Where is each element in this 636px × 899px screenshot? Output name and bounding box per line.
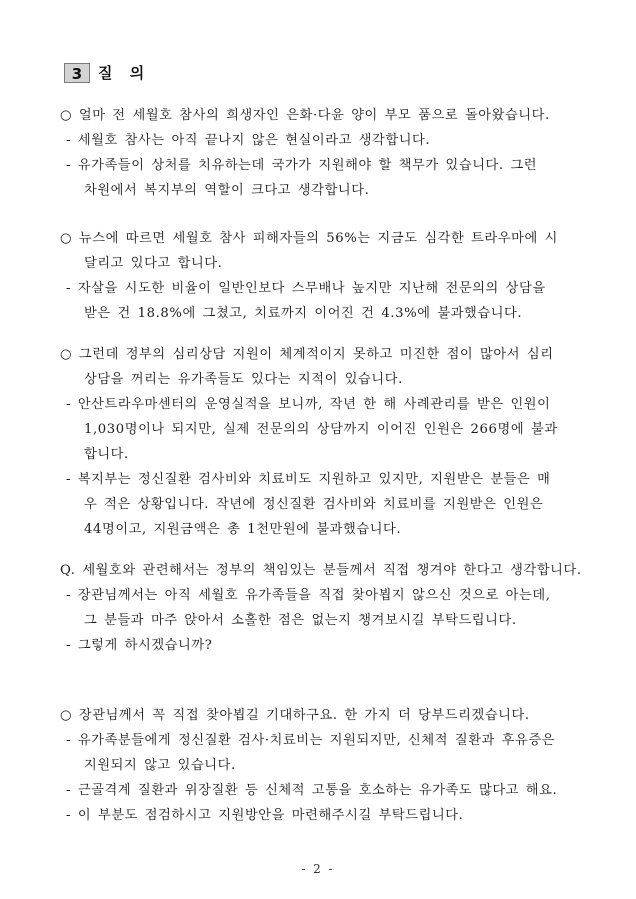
continuation-line: 1,030명이나 되지만, 실제 전문의의 상담까지 이어진 인원은 266명에 불과 — [84, 422, 558, 437]
dash-line: - 근골격계 질환과 위장질환 등 신체적 고통을 호소하는 유가족도 많다고 해요. — [66, 783, 558, 798]
continuation-line: 그 분들과 마주 앉아서 소홀한 점은 없는지 챙겨보시길 부탁드립니다. — [84, 613, 517, 628]
continuation-line: 상담을 꺼리는 유가족들도 있다는 지적이 있습니다. — [84, 372, 403, 387]
dash-line: - 복지부는 정신질환 검사비와 치료비도 지원하고 있지만, 지원받은 분들은 매 — [66, 472, 551, 487]
continuation-line: 차원에서 복지부의 역할이 크다고 생각합니다. — [84, 183, 370, 198]
dash-line: - 자살을 시도한 비율이 일반인보다 스무배나 높지만 지난해 전문의의 상담을 — [66, 281, 546, 296]
continuation-line: 지원되지 않고 있습니다. — [84, 758, 236, 773]
dash-line: - 장관님께서는 아직 세월호 유가족들을 직접 찾아뵙지 않으신 것으로 아는데, — [66, 588, 551, 603]
section-title: 질 의 — [98, 64, 151, 82]
bullet-line: ○ 그런데 정부의 심리상담 지원이 체계적이지 못하고 미진한 점이 많아서 심리 — [60, 347, 554, 362]
dash-line: - 그렇게 하시겠습니까? — [66, 638, 213, 653]
bullet-line: ○ 얼마 전 세월호 참사의 희생자인 은화·다윤 양이 부모 품으로 돌아왔습니다. — [60, 108, 550, 123]
dash-line: - 안산트라우마센터의 운영실적을 보니까, 작년 한 해 사례관리를 받은 인원이 — [66, 397, 551, 412]
question-line: Q. 세월호와 관련해서는 정부의 책임있는 분들께서 직접 챙겨야 한다고 생각합니다. — [60, 563, 582, 578]
continuation-line: 달리고 있다고 합니다. — [84, 256, 223, 271]
bullet-line: ○ 장관님께서 꼭 직접 찾아뵙길 기대하구요. 한 가지 더 당부드리겠습니다. — [60, 708, 530, 723]
page-number: - 2 - — [301, 862, 335, 876]
dash-line: - 유가족분들에게 정신질환 검사·치료비는 지원되지만, 신체적 질환과 후유증은 — [66, 733, 556, 748]
section-number-box: 3 — [64, 63, 90, 83]
dash-line: - 유가족들이 상처를 치유하는데 국가가 지원해야 할 책무가 있습니다. 그런 — [66, 158, 538, 173]
continuation-line: 받은 건 18.8%에 그쳤고, 치료까지 이어진 건 4.3%에 불과했습니다. — [84, 306, 523, 321]
section-heading — [64, 62, 150, 83]
dash-line: - 세월호 참사는 아직 끝나지 않은 현실이라고 생각합니다. — [66, 133, 431, 148]
continuation-line: 44명이고, 지원금액은 총 1천만원에 불과했습니다. — [84, 522, 402, 537]
continuation-line: 우 적은 상황입니다. 작년에 정신질환 검사비와 치료비를 지원받은 인원은 — [84, 497, 544, 512]
bullet-line: ○ 뉴스에 따르면 세월호 참사 피해자들의 56%는 지금도 심각한 트라우마에 시 — [60, 231, 558, 246]
dash-line: - 이 부분도 점검하시고 지원방안을 마련해주시길 부탁드립니다. — [66, 808, 464, 823]
continuation-line: 합니다. — [84, 447, 129, 462]
